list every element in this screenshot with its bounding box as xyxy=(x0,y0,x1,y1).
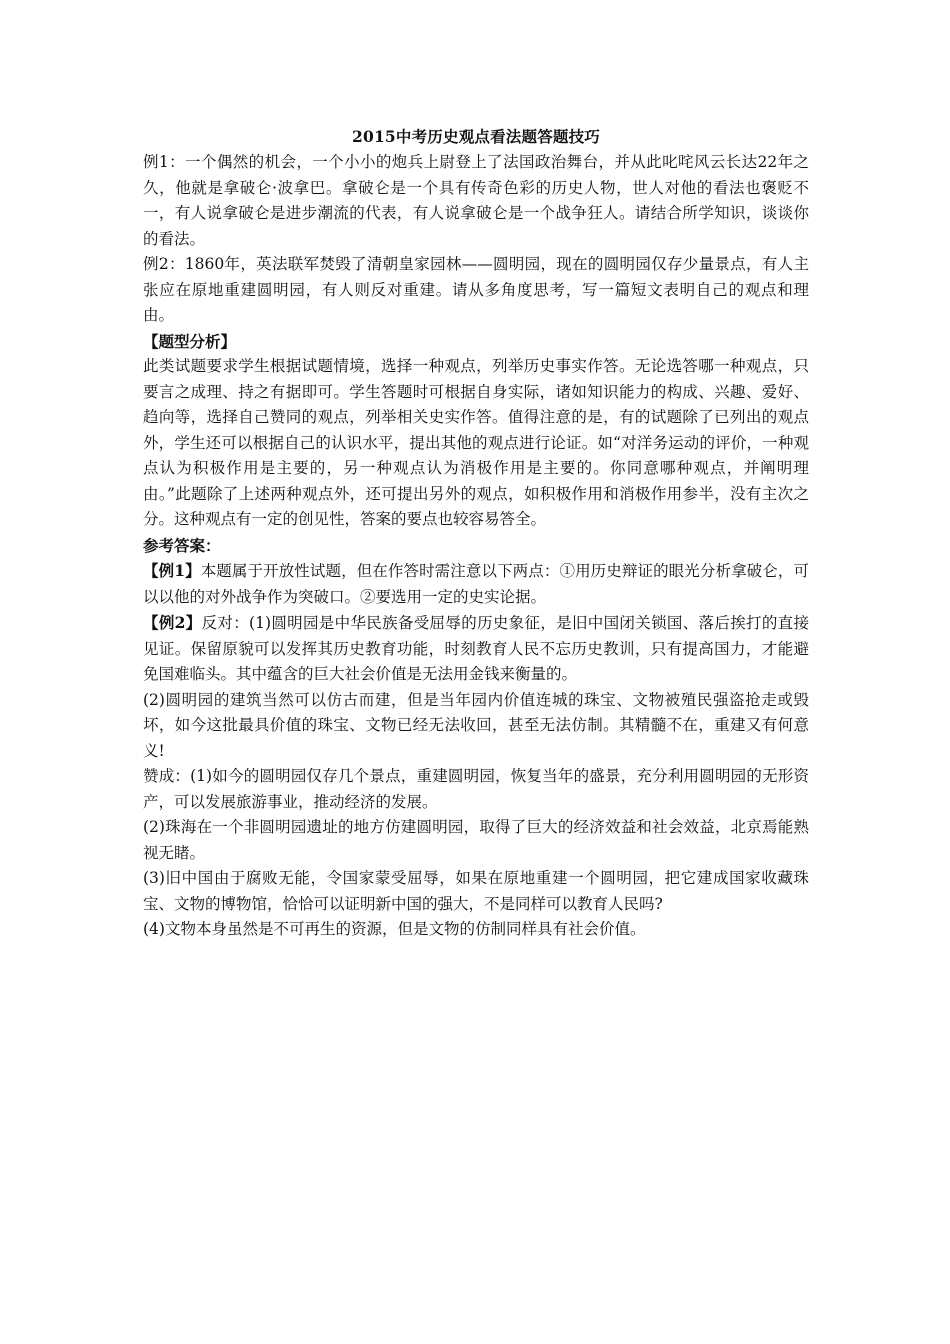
answer-2 xyxy=(143,610,809,688)
answer-1 xyxy=(143,558,809,610)
oppose-point-2: (2)圆明园的建筑当然可以仿古而建，但是当年园内价值连城的珠宝、文物被殖民强盗抢走或毁坏，如今这批最具价值的珠宝、文物已经无法收回，甚至无法仿制。其精髓不在，重建又有何意义! xyxy=(143,690,809,760)
support-point-2: (2)珠海在一个非圆明园遗址的地方仿建圆明园，取得了巨大的经济效益和社会效益，北京焉能熟视无睹。 xyxy=(143,818,809,862)
analysis-heading: 【题型分析】 xyxy=(143,331,237,351)
answer-2-text: 反对：(1)圆明园是中华民族备受屈辱的历史象征，是旧中国闭关锁国、落后挨打的直接见证。保留原貌可以发挥其历史教育功能，时刻教育人民不忘历史教训，只有提高国力，才能避免国难临头。其中蕴含的巨大社会价值是无法用金钱来衡量的。 xyxy=(143,614,809,683)
support-point-3: (3)旧中国由于腐败无能，令国家蒙受屈辱，如果在原地重建一个圆明园，把它建成国家收藏珠宝、文物的博物馆，恰恰可以证明新中国的强大，不是同样可以教育人民吗? xyxy=(143,869,809,913)
answer-1-label: 【例1】 xyxy=(143,561,201,580)
answers-heading: 参考答案： xyxy=(143,535,221,555)
document-title: 2015中考历史观点看法题答题技巧 xyxy=(351,127,601,146)
answer-2-label: 【例2】 xyxy=(143,613,202,632)
answer-1-text: 本题属于开放性试题，但在作答时需注意以下两点：①用历史辩证的眼光分析拿破仑，可以以他的对外战争作为突破口。②要选用一定的史实论据。 xyxy=(143,562,809,606)
support-point-4: (4)文物本身虽然是不可再生的资源，但是文物的仿制同样具有社会价值。 xyxy=(143,920,646,938)
analysis-text: 此类试题要求学生根据试题情境，选择一种观点，列举历史事实作答。无论选答哪一种观点，只要言之成理、持之有据即可。学生答题时可根据自身实际，诸如知识能力的构成、兴趣、爱好、趋向等，选择自己赞同的观点，列举相关史实作答。值得注意的是，有的试题除了已列出的观点外，学生还可以根据自己的认识水平，提出其他的观点进行论证。如“对洋务运动的评价，一种观点认为积极作用是主要的，另一种观点认为消极作用是主要的。你同意哪种观点，并阐明理由。”此题除了上述两种观点外，还可提出另外的观点，如积极作用和消极作用参半，没有主次之分。这种观点有一定的创见性，答案的要点也较容易答全。 xyxy=(143,357,809,528)
example-1-question: 例1：一个偶然的机会，一个小小的炮兵上尉登上了法国政治舞台，并从此叱咤风云长达22年之久，他就是拿破仑·波拿巴。拿破仑是一个具有传奇色彩的历史人物，世人对他的看法也褒贬不一，有人说拿破仑是进步潮流的代表，有人说拿破仑是一个战争狂人。请结合所学知识，谈谈你的看法。 xyxy=(143,153,809,248)
support-point-1: 赞成：(1)如今的圆明园仅存几个景点，重建圆明园，恢复当年的盛景，充分利用圆明园的无形资产，可以发展旅游事业，推动经济的发展。 xyxy=(143,767,809,811)
example-2-question: 例2：1860年，英法联军焚毁了清朝皇家园林——圆明园，现在的圆明园仅存少量景点，有人主张应在原地重建圆明园，有人则反对重建。请从多角度思考，写一篇短文表明自己的观点和理由。 xyxy=(143,255,809,324)
document-body xyxy=(143,126,809,943)
